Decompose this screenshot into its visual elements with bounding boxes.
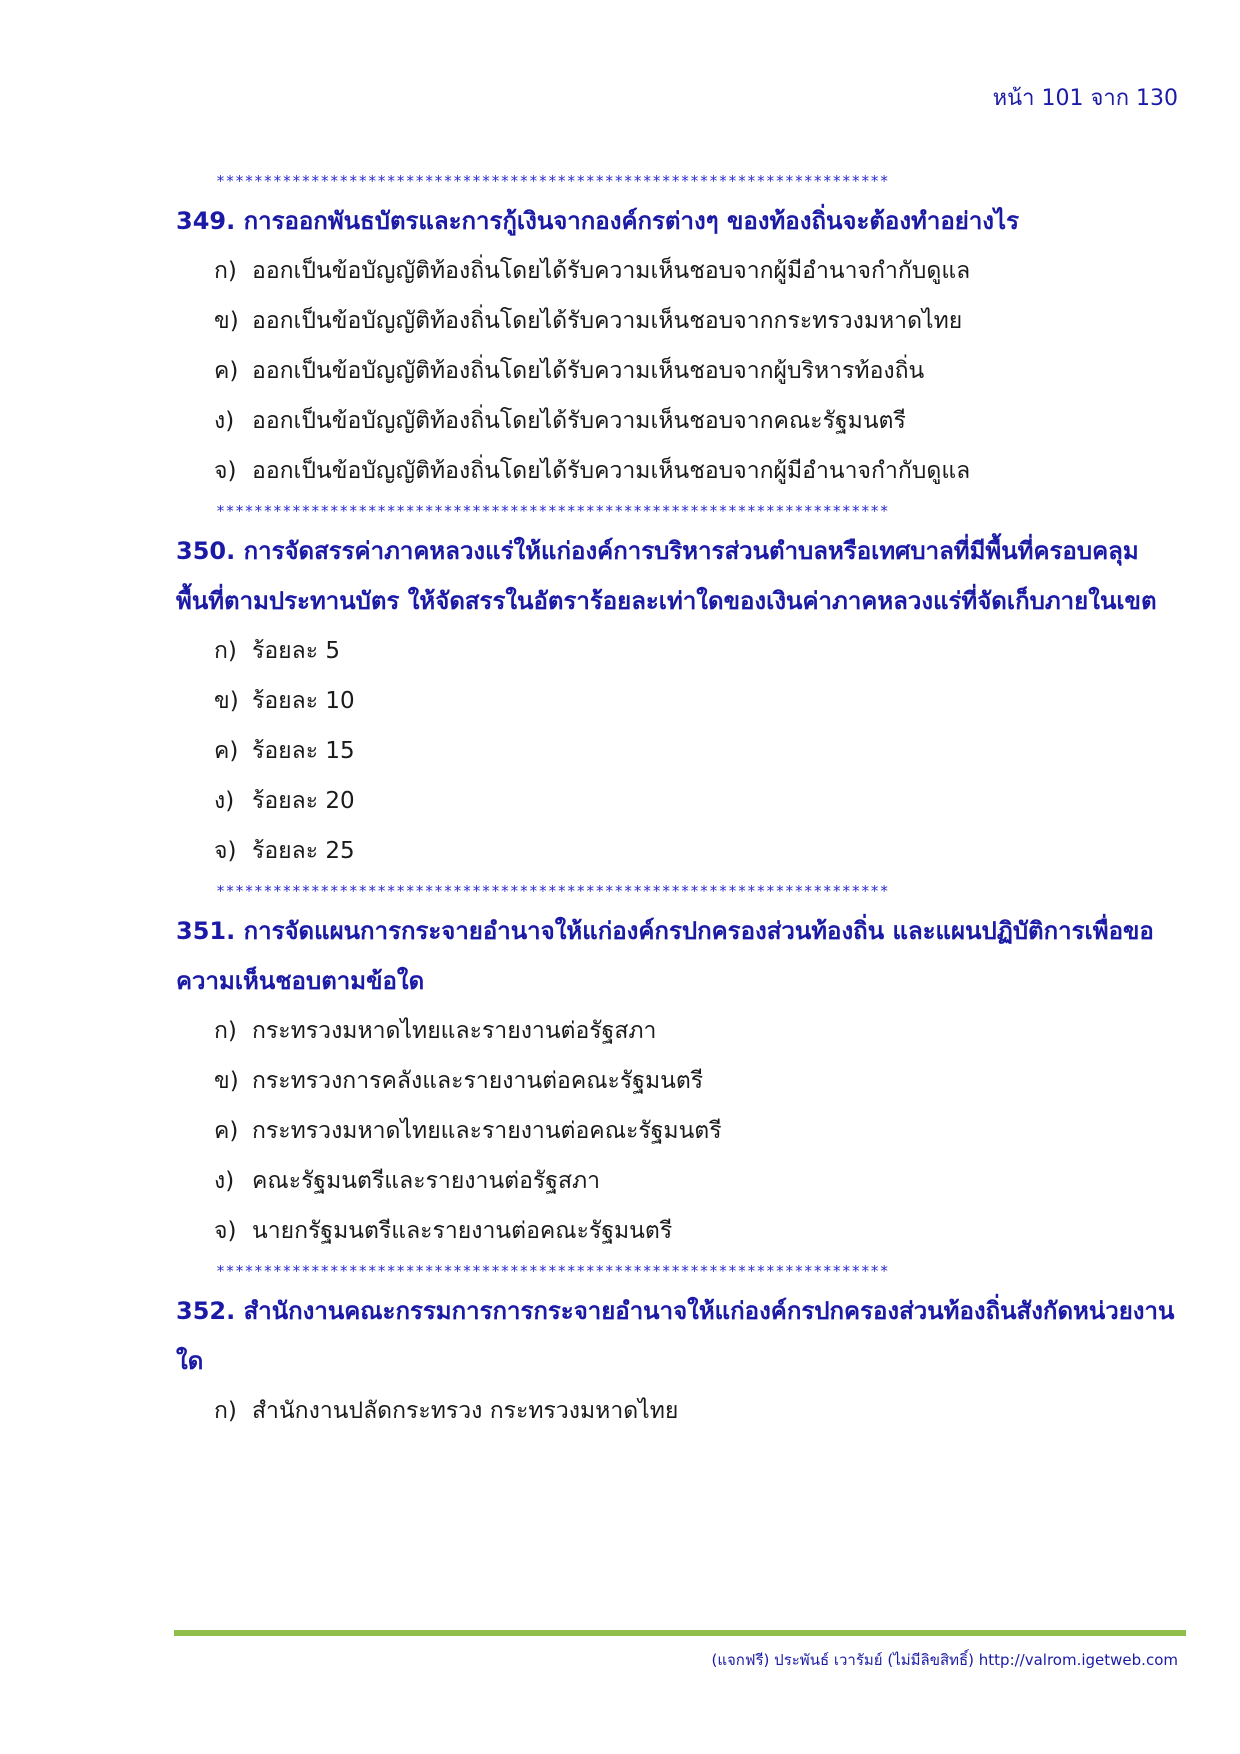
choice-item	[214, 396, 1186, 446]
choice-letter: ข)	[214, 688, 239, 714]
choice-letter: ค)	[214, 1118, 239, 1144]
choice-text: ออกเป็นข้อบัญญัติท้องถิ่นโดยได้รับความเห็นชอบจากผู้มีอำนาจกำกับดูแล	[252, 258, 971, 284]
separator: ***********************************************************************	[216, 502, 890, 520]
choice-item	[214, 1006, 1186, 1056]
choice-letter: ง)	[214, 408, 235, 434]
choice-text: ออกเป็นข้อบัญญัติท้องถิ่นโดยได้รับความเห็นชอบจากกระทรวงมหาดไทย	[252, 308, 963, 334]
choice-letter: ข)	[214, 308, 239, 334]
choice-text: กระทรวงการคลังและรายงานต่อคณะรัฐมนตรี	[252, 1068, 704, 1094]
choice-text: ร้อยละ 10	[252, 688, 355, 714]
choice-item	[214, 676, 1186, 726]
choice-letter: ก)	[214, 1018, 237, 1044]
question-349: 349. การออกพันธบัตรและการกู้เงินจากองค์กรต่างๆ ของท้องถิ่นจะต้องทำอย่างไร	[176, 207, 1019, 235]
choice-text: กระทรวงมหาดไทยและรายงานต่อคณะรัฐมนตรี	[252, 1118, 722, 1144]
choice-item	[214, 726, 1186, 776]
footer-divider	[174, 1630, 1186, 1636]
question-351: 351. การจัดแผนการกระจายอำนาจให้แก่องค์กรปกครองส่วนท้องถิ่น และแผนปฏิบัติการเพื่อขอความเห็นชอบตามข้อใด	[176, 917, 1154, 995]
choice-item	[214, 626, 1186, 676]
choice-letter: ข)	[214, 1068, 239, 1094]
question-list	[176, 166, 1186, 1436]
choice-text: ร้อยละ 25	[252, 838, 355, 864]
choice-letter: ก)	[214, 258, 237, 284]
choice-letter: ค)	[214, 738, 239, 764]
question-352: 352. สำนักงานคณะกรรมการการกระจายอำนาจให้แก่องค์กรปกครองส่วนท้องถิ่นสังกัดหน่วยงานใด	[176, 1297, 1175, 1375]
choice-text: ร้อยละ 15	[252, 738, 355, 764]
choice-letter: ง)	[214, 788, 235, 814]
choice-item	[214, 826, 1186, 876]
question-350: 350. การจัดสรรค่าภาคหลวงแร่ให้แก่องค์การบริหารส่วนตำบลหรือเทศบาลที่มีพื้นที่ครอบคลุมพื้นที่ตามประทานบัตร ให้จัดสรรในอัตราร้อยละเท่าใดของเงินค่าภาคหลวงแร่ที่จัดเก็บภายในเขต	[176, 537, 1157, 615]
choice-item	[214, 1056, 1186, 1106]
choice-letter: ก)	[214, 638, 237, 664]
choice-text: นายกรัฐมนตรีและรายงานต่อคณะรัฐมนตรี	[252, 1218, 673, 1244]
choice-item	[214, 1386, 1186, 1436]
separator: ***********************************************************************	[216, 172, 890, 190]
choice-letter: ง)	[214, 1168, 235, 1194]
choice-letter: ค)	[214, 358, 239, 384]
choice-text: ออกเป็นข้อบัญญัติท้องถิ่นโดยได้รับความเห็นชอบจากผู้บริหารท้องถิ่น	[252, 358, 925, 384]
choice-letter: จ)	[214, 458, 237, 484]
choice-letter: ก)	[214, 1398, 237, 1424]
choice-text: ร้อยละ 20	[252, 788, 355, 814]
footer-credit: (แจกฟรี) ประพันธ์ เวารัมย์ (ไม่มีลิขสิทธิ์) http://valrom.igetweb.com	[711, 1651, 1178, 1669]
choice-item	[214, 246, 1186, 296]
choice-text: ออกเป็นข้อบัญญัติท้องถิ่นโดยได้รับความเห็นชอบจากคณะรัฐมนตรี	[252, 408, 906, 434]
choice-item	[214, 776, 1186, 826]
choice-item	[214, 1206, 1186, 1256]
choice-text: คณะรัฐมนตรีและรายงานต่อรัฐสภา	[252, 1168, 601, 1194]
choice-item	[214, 1106, 1186, 1156]
choice-text: กระทรวงมหาดไทยและรายงานต่อรัฐสภา	[252, 1018, 657, 1044]
choice-item	[214, 296, 1186, 346]
choice-item	[214, 1156, 1186, 1206]
page-number: หน้า 101 จาก 130	[992, 86, 1178, 111]
choice-item	[214, 446, 1186, 496]
choice-text: สำนักงานปลัดกระทรวง กระทรวงมหาดไทย	[252, 1398, 679, 1424]
separator: ***********************************************************************	[216, 882, 890, 900]
choice-item	[214, 346, 1186, 396]
separator: ***********************************************************************	[216, 1262, 890, 1280]
choice-text: ร้อยละ 5	[252, 638, 341, 664]
choice-letter: จ)	[214, 838, 237, 864]
choice-text: ออกเป็นข้อบัญญัติท้องถิ่นโดยได้รับความเห็นชอบจากผู้มีอำนาจกำกับดูแล	[252, 458, 971, 484]
choice-letter: จ)	[214, 1218, 237, 1244]
